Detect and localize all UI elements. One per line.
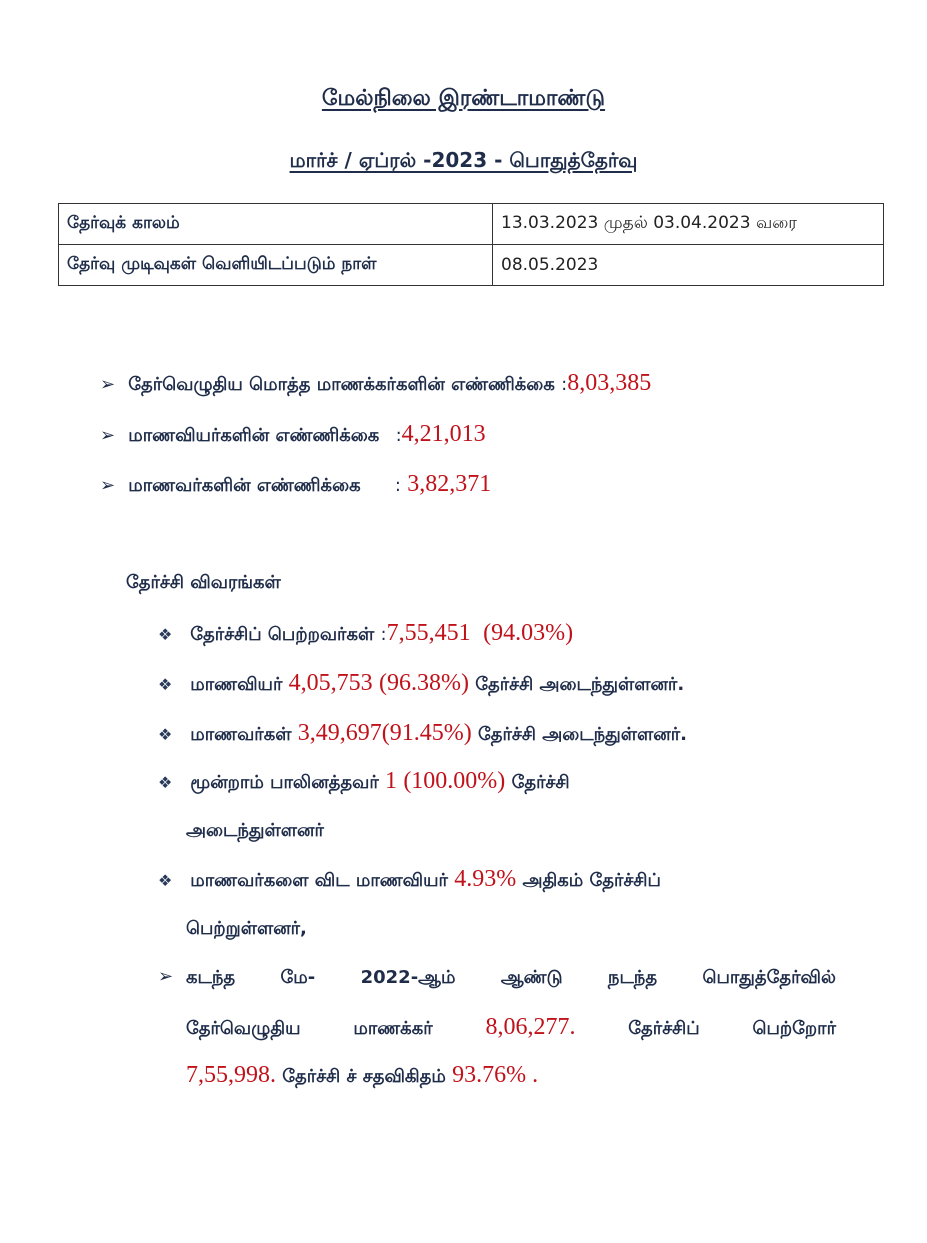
diamond-bullet-icon: ❖ bbox=[158, 625, 173, 644]
result-date-value: 08.05.2023 bbox=[493, 245, 884, 286]
diamond-bullet-icon: ❖ bbox=[158, 871, 173, 890]
previous-passed-value: 7,55,998. bbox=[186, 1062, 276, 1088]
result-girls-advantage bbox=[158, 866, 661, 893]
count-value: 8,03,385 bbox=[567, 370, 652, 396]
arrow-bullet-icon: ➢ bbox=[100, 374, 116, 395]
result-girls-advantage-continuation: பெற்றுள்ளனர், bbox=[186, 918, 307, 939]
count-label: தேர்வெழுதிய மொத்த மாணக்கர்களின் எண்ணிக்கை bbox=[128, 374, 555, 395]
text-fragment: கடந்த bbox=[186, 967, 236, 988]
result-prefix: மாணவர்கள் bbox=[190, 724, 292, 745]
arrow-bullet-icon: ➢ bbox=[100, 425, 116, 446]
result-label: தேர்ச்சிப் பெற்றவர்கள் bbox=[190, 624, 375, 645]
previous-year-line-1 bbox=[186, 967, 836, 990]
separator: : bbox=[380, 624, 387, 645]
separator: : bbox=[395, 425, 402, 446]
text-fragment: மே- bbox=[280, 967, 316, 988]
previous-year-line-3 bbox=[186, 1062, 538, 1089]
count-value: 3,82,371 bbox=[407, 471, 492, 497]
result-prefix: மூன்றாம் பாலினத்தவர் bbox=[190, 772, 379, 793]
result-prefix: மாணவர்களை விட மாணவியர் bbox=[190, 870, 448, 891]
text-fragment: மாணக்கர் bbox=[353, 1018, 433, 1039]
result-value: 3,49,697 bbox=[297, 720, 382, 746]
result-suffix: தேர்ச்சி அடைந்துள்ளனர். bbox=[475, 674, 685, 695]
result-third-gender-continuation: அடைந்துள்ளனர் bbox=[186, 820, 324, 841]
pass-rate-label: தேர்ச்சி ச் சதவிகிதம் bbox=[282, 1066, 446, 1087]
table-row bbox=[59, 204, 884, 245]
result-suffix: அதிகம் தேர்ச்சிப் bbox=[522, 870, 661, 891]
result-third-gender bbox=[158, 768, 570, 795]
results-heading: தேர்ச்சி விவரங்கள் bbox=[126, 572, 281, 593]
result-girls bbox=[158, 670, 684, 697]
diamond-bullet-icon: ❖ bbox=[158, 675, 173, 694]
result-total-passed bbox=[158, 620, 573, 647]
result-suffix: தேர்ச்சி அடைந்துள்ளனர். bbox=[478, 724, 687, 745]
previous-pass-rate-value: 93.76% . bbox=[452, 1062, 539, 1088]
text-fragment: ஆண்டு bbox=[500, 967, 563, 988]
schedule-table bbox=[58, 203, 884, 286]
result-percent: (100.00%) bbox=[403, 768, 506, 794]
page-title: மேல்நிலை இரண்டாமாண்டு bbox=[321, 86, 606, 111]
previous-year-line-2 bbox=[186, 1014, 836, 1041]
diamond-bullet-icon: ❖ bbox=[158, 773, 173, 792]
result-value: 7,55,451 bbox=[386, 620, 471, 646]
text-fragment: 2022-ஆம் bbox=[360, 967, 456, 988]
arrow-bullet-icon: ➢ bbox=[100, 475, 116, 496]
count-label: மாணவியர்களின் எண்ணிக்கை bbox=[128, 425, 380, 446]
separator: : bbox=[561, 374, 568, 395]
count-total bbox=[100, 370, 651, 397]
table-row bbox=[59, 245, 884, 286]
result-value: 4.93% bbox=[454, 866, 517, 892]
count-girls bbox=[100, 421, 486, 448]
separator: : bbox=[394, 475, 401, 496]
text-fragment: நடந்த bbox=[607, 967, 658, 988]
count-value: 4,21,013 bbox=[401, 421, 486, 447]
previous-year-bullet bbox=[158, 966, 180, 987]
result-boys bbox=[158, 720, 687, 747]
result-prefix: மாணவியர் bbox=[190, 674, 283, 695]
exam-period-value: 13.03.2023 முதல் 03.04.2023 வரை bbox=[493, 204, 884, 245]
text-fragment: தேர்வெழுதிய bbox=[186, 1018, 301, 1039]
result-percent: (96.38%) bbox=[378, 670, 469, 696]
text-fragment: தேர்ச்சிப் bbox=[628, 1018, 700, 1039]
text-fragment: பெற்றோர் bbox=[752, 1018, 836, 1039]
arrow-bullet-icon: ➢ bbox=[158, 966, 174, 987]
result-value: 1 bbox=[385, 768, 398, 794]
previous-appeared-value: 8,06,277. bbox=[485, 1014, 576, 1040]
page-subtitle: மார்ச் / ஏப்ரல் -2023 - பொதுத்தேர்வு bbox=[289, 148, 638, 172]
exam-period-label: தேர்வுக் காலம் bbox=[59, 204, 493, 245]
result-date-label: தேர்வு முடிவுகள் வெளியிடப்படும் நாள் bbox=[59, 245, 493, 286]
text-fragment: பொதுத்தேர்வில் bbox=[702, 967, 836, 988]
result-suffix: தேர்ச்சி bbox=[511, 772, 570, 793]
result-value: 4,05,753 bbox=[288, 670, 373, 696]
count-label: மாணவர்களின் எண்ணிக்கை bbox=[128, 475, 361, 496]
diamond-bullet-icon: ❖ bbox=[158, 725, 173, 744]
result-percent: (91.45%) bbox=[381, 720, 472, 746]
result-percent: (94.03%) bbox=[483, 620, 574, 646]
count-boys bbox=[100, 471, 491, 498]
